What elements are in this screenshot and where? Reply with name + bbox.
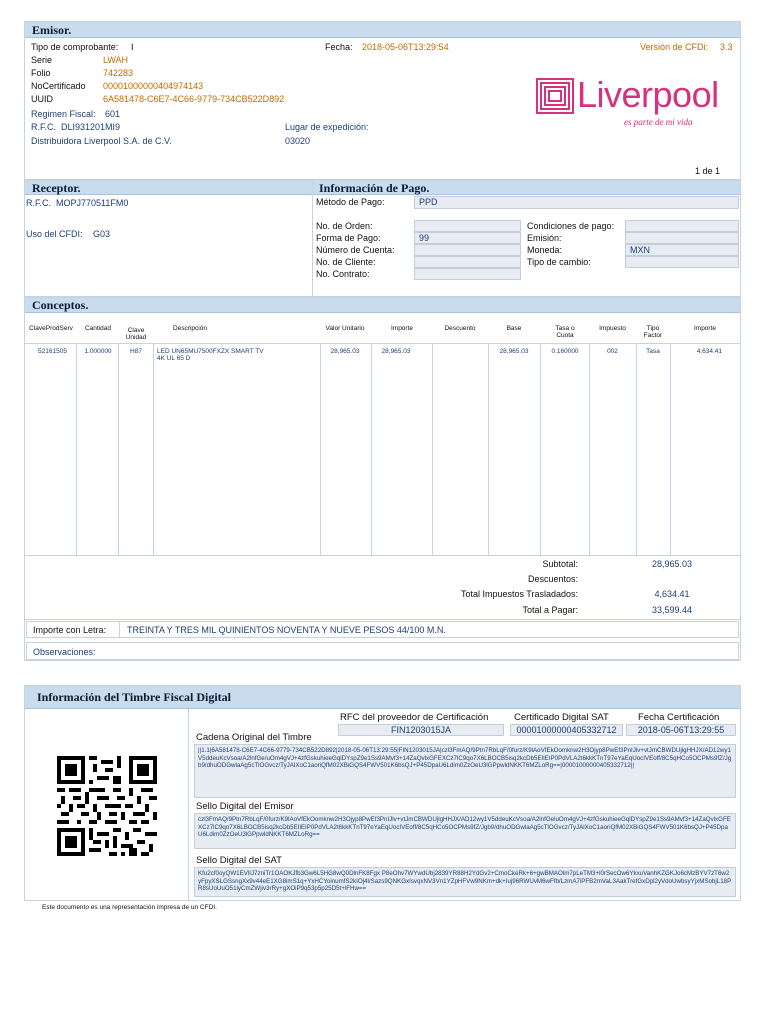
importe-letra-label: Importe con Letra:: [33, 625, 107, 635]
cell-descripcion: LED UN65MU7500FXZX SMART TV 4K UL 65 D: [157, 348, 264, 362]
emision-field: [625, 232, 739, 244]
uso-cfdi-value: G03: [93, 229, 111, 239]
forma-pago-label: Forma de Pago:: [316, 233, 381, 243]
orden-label: No. de Orden:: [316, 221, 373, 231]
liverpool-logo-slogan: es parte de mi vida: [624, 117, 693, 127]
contrato-field: [414, 268, 521, 280]
cell-tasa: 0.160000: [551, 348, 579, 355]
tipo-cambio-field: [625, 256, 739, 268]
sello-sat-label: Sello Digital del SAT: [196, 855, 282, 866]
cadena-original-label: Cadena Original del Timbre: [196, 732, 312, 743]
contrato-label: No. Contrato:: [316, 269, 370, 279]
condiciones-field: [625, 220, 739, 232]
regimen-fiscal-label: Regimen Fiscal:: [31, 109, 96, 119]
tipo-comprobante-label: Tipo de comprobante:: [31, 42, 119, 52]
folio-value: 742283: [103, 68, 134, 78]
conceptos-title: Conceptos.: [32, 298, 89, 312]
header-cantidad: Cantidad: [84, 325, 112, 332]
col-divider: [589, 344, 590, 555]
moneda-field: MXN: [625, 244, 739, 256]
impuestos-trasladados-value: 4,634.41: [654, 589, 690, 599]
fecha-certificacion-label: Fecha Certificación: [638, 712, 720, 723]
sello-emisor-label: Sello Digital del Emisor: [196, 801, 294, 812]
nocertificado-label: NoCertificado: [31, 81, 86, 91]
cell-clave-prod: 52161505: [38, 348, 67, 355]
cuenta-field: [414, 244, 521, 256]
cell-tipo-factor: Tasa: [646, 348, 660, 355]
observaciones-label: Observaciones:: [33, 647, 96, 657]
letra-top-separator: [25, 619, 740, 620]
qr-code-icon: [57, 756, 157, 856]
fecha-certificacion-field: 2018-05-06T13:29:55: [626, 724, 736, 736]
cliente-field: [414, 256, 521, 268]
uuid-value: 6A581478-C6E7-4C66-9779-734CB522D892: [103, 94, 285, 104]
version-cfdi-value: 3.3: [720, 42, 733, 52]
serie-value: LWAH: [103, 55, 129, 65]
certificado-sat-label: Certificado Digital SAT: [514, 712, 609, 723]
regimen-fiscal-value: 601: [105, 109, 121, 119]
header-impuesto: Impuesto: [599, 325, 626, 332]
header-importe: Importe: [390, 325, 414, 332]
impuestos-trasladados-label: Total Impuestos Trasladados:: [460, 589, 578, 599]
sello-emisor-value: czl3FmAQ/9Ptn7RbLqF/0furz/K9lAoVfEkOomknw2H3Ojyp8PwEf3PnIJlv+vtJmCBWDUjlgHHJX/AD12wy1V5ddeuKcVsoa/A2lnfGeluOm4gVJ+4zfGskuhieeGqlDYspZ9e1Ss9AMvf3+14ZaQvlxGFEXCz7lC9qo7X6LBOCB5isq2kcDb5EIlEIP0PdVLA2t6kkKTnT97eYaEqUocIVEoff/8C5qHCo5OCPMs9fZ/Jgb9/dhuODGwlaAg5cTlOGvcz/TyJAlXoC1aoriQfM02XBiGQS4FWV501K6bsQJ+P45DpaU6Ldim0ZzOeU3lGPpwldNKKT6MZLoRg==: [194, 813, 736, 849]
moneda-label: Moneda:: [527, 245, 563, 255]
col-divider: [670, 344, 671, 555]
header-clave-unidad: Clave Unidad: [125, 327, 147, 341]
fecha-label: Fecha:: [325, 42, 353, 52]
cell-impuesto: 002: [607, 348, 618, 355]
col-divider: [488, 344, 489, 555]
cuenta-label: Número de Cuenta:: [316, 245, 395, 255]
subtotal-value: 28,965.03: [651, 559, 693, 569]
page-count: 1 de 1: [695, 166, 721, 176]
qr-divider: [188, 709, 189, 900]
col-divider: [118, 344, 119, 555]
cell-base: 28,965.03: [499, 348, 529, 355]
header-importe-impuesto: Importe: [693, 325, 717, 332]
cell-valor-unitario: 28,965.03: [330, 348, 360, 355]
col-divider: [432, 344, 433, 555]
tipo-cambio-label: Tipo de cambio:: [527, 257, 591, 267]
cell-cantidad: 1.000000: [84, 348, 112, 355]
total-pagar-value: 33,599.44: [651, 605, 693, 615]
forma-pago-field: 99: [414, 232, 521, 244]
fecha-value: 2018-05-06T13:29:54: [362, 42, 449, 52]
lugar-expedicion-label: Lugar de expedición:: [285, 122, 369, 132]
header-tasa: Tasa o Cuota: [555, 325, 575, 339]
header-valor-unitario: Valor Unitario: [325, 325, 365, 332]
emisor-title: Emisor.: [32, 23, 72, 37]
col-divider: [540, 344, 541, 555]
liverpool-logo: [534, 73, 740, 131]
uso-cfdi-label: Uso del CFDI:: [26, 229, 83, 239]
cliente-label: No. de Cliente:: [316, 257, 376, 267]
importe-letra-value: TREINTA Y TRES MIL QUINIENTOS NOVENTA Y NUEVE PESOS 44/100 M.N.: [127, 625, 446, 635]
condiciones-label: Condiciones de pago:: [527, 221, 615, 231]
liverpool-logo-text: Liverpool: [577, 74, 719, 115]
sello-sat-value: Kfu2cf0oyQW1EVlIJ7zniTr1OAOKJfb3Gw6L5HG8wQ0DlnFK8Fgx P8eOhv7WYwdUbj2839YR88H2YdGv2+CmoCkeRk+6+gwBMAOlm7pLeTM3+l0rSecOw6YkxuVanhKZGKJo6cMzBYV7zT6w2yFpyXSLGSsngXx9v44eE1XG8imS1q+YxHCYoinumfS2kIOj4l/Sazs9QNKGxIsvqxNV3Vn1YZpHFVw9NKm+dk+Iuj96RWUvM6wFfb/LzmA7iPFB2mVaL3AakTrefGxDpl2yVdoUwbsyYjxMSobjL18PR8sUoUuO51lyCmZWjiv3rRy+gXOiP9q53p5p25D5t+lFHw==: [194, 867, 736, 897]
col-divider: [320, 344, 321, 555]
serie-label: Serie: [31, 55, 53, 65]
cell-importe-impuesto: 4,634.41: [696, 348, 722, 355]
pago-title: Información de Pago.: [319, 181, 430, 195]
receptor-rfc-label: R.F.C.: [26, 198, 52, 208]
conceptos-header-bar: [25, 298, 740, 313]
liverpool-logo-icon: [536, 76, 574, 116]
nocertificado-value: 00001000000404974143: [103, 81, 204, 91]
emision-label: Emisión:: [527, 233, 562, 243]
conceptos-header-separator: [25, 343, 740, 344]
col-divider: [636, 344, 637, 555]
col-divider: [76, 344, 77, 555]
total-pagar-label: Total a Pagar:: [522, 605, 578, 615]
header-tipo-factor: Tipo Factor: [643, 325, 663, 339]
orden-field: [414, 220, 521, 232]
tipo-comprobante-value: I: [131, 42, 134, 52]
emisor-rfc-value: DLI931201MI9: [61, 122, 121, 132]
header-descripcion: Descripción: [173, 325, 207, 332]
rfc-proveedor-field: FIN1203015JA: [338, 724, 504, 736]
header-clave-prod: ClaveProdServ: [29, 325, 73, 332]
version-cfdi-label: Versión de CFDi:: [640, 42, 709, 52]
lugar-expedicion-value: 03020: [285, 136, 311, 146]
footer-note: Este documento es una representación impresa de un CFDI.: [42, 904, 217, 911]
receptor-pago-divider: [312, 181, 313, 296]
receptor-title: Receptor.: [32, 181, 81, 195]
subtotal-label: Subtotal:: [542, 559, 578, 569]
observaciones-box: [26, 642, 739, 660]
cell-importe: 28,965.03: [381, 348, 411, 355]
col-divider: [153, 344, 154, 555]
rfc-proveedor-label: RFC del proveedor de Certificación: [340, 712, 489, 723]
emisor-header-bar: [25, 22, 740, 38]
letra-divider: [119, 622, 120, 637]
uuid-label: UUID: [31, 94, 53, 104]
timbre-title: Información del Timbre Fiscal Digital: [37, 690, 231, 704]
cadena-original-value: ||1.1|6A581478-C6E7-4C66-9779-734CB522D892|2018-05-06T13:29:55|FIN1203015JA|czl3FmAQ/9Ptn7RbLqF/0furz/K9lAoVfEkOomknw2H3Ojyp8PwEf3PnIJlv+vtJmCBWDUjlgHHJX/AD12wy1V5ddeuKcVsoa/A2lnfGe/uOm4gVJ+4zfGskuhieeGqlDYspZ9e1Ss9AMvf3+14ZaQvlxGFEXCz7lC9qo7X6LBOCB5isq2kcDb5EIlEIP0PdVLA2t6kkKTnT97eYaEqUocIVEoff/8C5qHCo5OCPMs9fZ/Jgb9/dhuODGwlaAg5cTlOGvcz/TyJAlXoC1aoriQfM02XBiGQS4FWV501K6bsQJ+P45DpaU6Ldim0ZzOeU3lGPpwldNKKT6MZLoRg==|00001000000405332712||: [194, 744, 736, 798]
emisor-rfc-label: R.F.C.: [31, 122, 57, 132]
conceptos-body-bottom: [25, 555, 740, 556]
descuentos-label: Descuentos:: [527, 574, 578, 584]
certificado-sat-field: 00001000000405332712: [510, 724, 623, 736]
header-base: Base: [506, 325, 522, 332]
metodo-pago-field: PPD: [414, 196, 739, 209]
folio-label: Folio: [31, 68, 51, 78]
col-divider: [371, 344, 372, 555]
emisor-razon-social: Distribuidora Liverpool S.A. de C.V.: [31, 136, 172, 146]
receptor-rfc-value: MOPJ770511FM0: [56, 198, 129, 208]
header-descuento: Descuento: [444, 325, 476, 332]
cell-clave-unidad: H87: [130, 348, 142, 355]
metodo-pago-label: Método de Pago:: [316, 197, 385, 207]
